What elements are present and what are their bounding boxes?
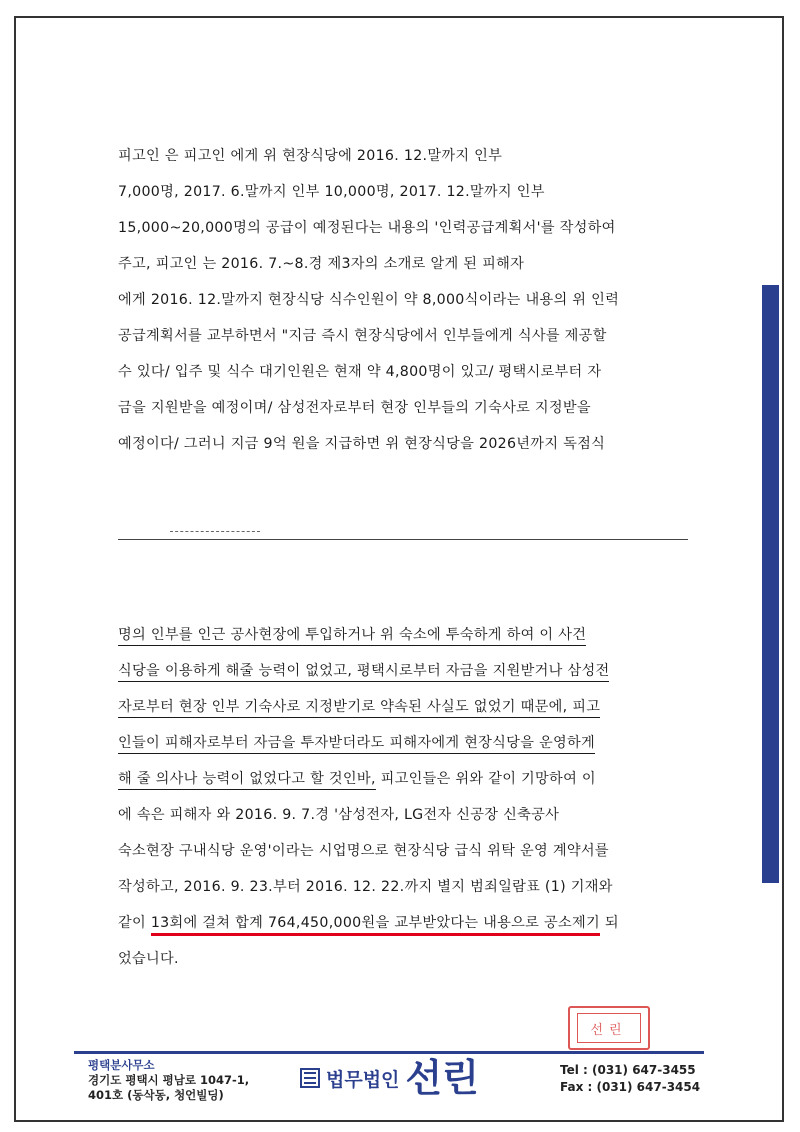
red-underlined-text: 13회에 걸쳐 합계 764,450,000원을 교부받았다는 내용으로 공소제기: [151, 915, 600, 936]
paragraph-top: [118, 138, 693, 462]
seal-text: 선린: [577, 1013, 641, 1043]
underlined-text: 자로부터 현장 인부 기숙사로 지정받기로 약속된 사실도 없었기 때문에, 피고: [118, 699, 600, 718]
firm-type: 법무법인: [326, 1068, 400, 1091]
firm-name: 선린: [405, 1056, 479, 1100]
text-line: 피고인 은 피고인 에게 위 현장식당에 2016. 12.말까지 인부: [118, 148, 503, 164]
plain-text: 같이: [118, 915, 151, 931]
underlined-text: 해 줄 의사나 능력이 없었다고 할 것인바,: [118, 771, 376, 790]
text-line: 15,000~20,000명의 공급이 예정된다는 내용의 '인력공급계획서'를 작성하여: [118, 220, 616, 236]
side-accent-bar: [762, 285, 779, 883]
plain-text: 되: [600, 915, 619, 931]
underlined-line: [118, 689, 693, 725]
footer-contact: [560, 1062, 700, 1096]
red-seal-stamp: [568, 1006, 650, 1050]
text-line: 작성하고, 2016. 9. 23.부터 2016. 12. 22.까지 별지 범죄일람표 (1) 기재와: [118, 879, 613, 895]
paragraph-bottom: [118, 617, 693, 977]
underlined-line: [118, 617, 693, 653]
underlined-text: 식당을 이용하게 해줄 능력이 없었고, 평택시로부터 자금을 지원받거나 삼성전: [118, 663, 609, 682]
text-line: 예정이다/ 그러니 지금 9억 원을 지급하면 위 현장식당을 2026년까지 독점식: [118, 436, 606, 452]
section-divider: [118, 539, 688, 540]
text-line: 었습니다.: [118, 951, 179, 967]
text-line: 에게 2016. 12.말까지 현장식당 식수인원이 약 8,000식이라는 내용의 위 인력: [118, 292, 620, 308]
footer-address: [88, 1058, 249, 1103]
underlined-text: 인들이 피해자로부터 자금을 투자받더라도 피해자에게 현장식당을 운영하게: [118, 735, 595, 754]
fax-number: Fax : (031) 647-3454: [560, 1080, 701, 1094]
office-label: 평택분사무소: [88, 1058, 155, 1072]
text-line: 주고, 피고인 는 2016. 7.~8.경 제3자의 소개로 알게 된 피해자: [118, 256, 525, 272]
text-line: 수 있다/ 입주 및 식수 대기인원은 현재 약 4,800명이 있고/ 평택시로부터 자: [118, 364, 602, 380]
firm-logo-icon: [300, 1068, 320, 1088]
underlined-line: [118, 725, 693, 761]
text-line: 공급계획서를 교부하면서 "지금 즉시 현장식당에서 인부들에게 식사를 제공할: [118, 328, 607, 344]
text-line: 금을 지원받을 예정이며/ 삼성전자로부터 현장 인부들의 기숙사로 지정받을: [118, 400, 591, 416]
underlined-text: 명의 인부를 인근 공사현장에 투입하거나 위 숙소에 투숙하게 하여 이 사건: [118, 627, 586, 646]
firm-logo: [300, 1058, 479, 1098]
text-line: 7,000명, 2017. 6.말까지 인부 10,000명, 2017. 12.말까지 인부: [118, 184, 545, 200]
footer-rule: [74, 1051, 704, 1054]
address-line: 경기도 평택시 평남로 1047-1,: [88, 1073, 250, 1087]
text-line: 에 속은 피해자 와 2016. 9. 7.경 '삼성전자, LG전자 신공장 신축공사: [118, 807, 560, 823]
tel-number: Tel : (031) 647-3455: [560, 1063, 696, 1077]
highlighted-line: [118, 905, 693, 941]
text-line: 숙소현장 구내식당 운영'이라는 시업명으로 현장식당 급식 위탁 운영 계약서를: [118, 843, 609, 859]
address-line: 401호 (동삭동, 청언빌딩): [88, 1088, 224, 1102]
mixed-line: [118, 761, 693, 797]
plain-text: 피고인들은 위와 같이 기망하여 이: [375, 771, 596, 787]
underlined-line: [118, 653, 693, 689]
